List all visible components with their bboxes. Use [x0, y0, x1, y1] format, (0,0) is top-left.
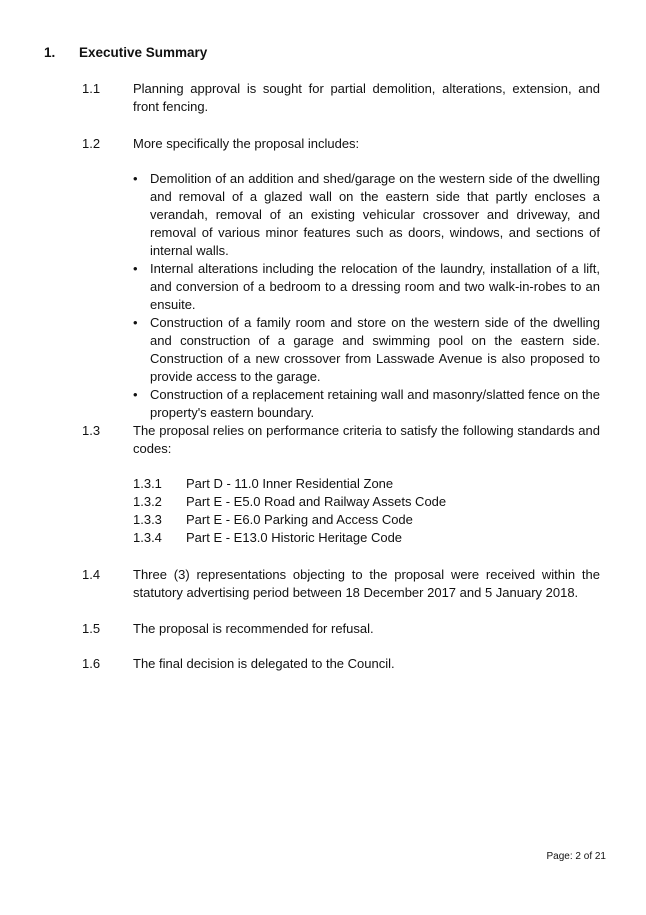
paragraph-number: 1.2 — [82, 136, 101, 151]
code-text: Part E - E6.0 Parking and Access Code — [186, 512, 413, 527]
code-text: Part E - E13.0 Historic Heritage Code — [186, 530, 403, 545]
code-number: 1.3.4 — [133, 530, 162, 545]
paragraph-text: The proposal is recommended for refusal. — [133, 621, 374, 636]
list-item — [133, 511, 446, 529]
paragraph-1-1 — [82, 80, 600, 116]
code-text: Part E - E5.0 Road and Railway Assets Code — [186, 494, 447, 509]
list-item — [133, 170, 600, 260]
page-number: Page: 2 of 21 — [546, 851, 606, 862]
paragraph-number: 1.4 — [82, 567, 101, 582]
code-text: Part D - 11.0 Inner Residential Zone — [186, 476, 394, 491]
paragraph-1-4 — [82, 566, 600, 602]
section-title: Executive Summary — [79, 45, 208, 60]
bullet-text: Construction of a replacement retaining wall and masonry/slatted fence on the property's eastern boundary. — [150, 387, 600, 420]
section-heading — [44, 44, 207, 62]
paragraph-text: The proposal relies on performance criteria to satisfy the following standards and codes: — [133, 423, 600, 456]
list-item — [133, 386, 600, 422]
paragraph-text: More specifically the proposal includes: — [133, 136, 360, 151]
paragraph-1-6 — [82, 655, 600, 673]
paragraph-text: Three (3) representations objecting to the proposal were received within the statutory advertising period between 18 December 2017 and 5 January 2018. — [133, 567, 600, 600]
paragraph-text: The final decision is delegated to the Council. — [133, 656, 395, 671]
list-item — [133, 314, 600, 386]
paragraph-1-5 — [82, 620, 600, 638]
section-number: 1. — [44, 45, 56, 60]
paragraph-number: 1.5 — [82, 621, 101, 636]
paragraph-1-2 — [82, 135, 600, 153]
paragraph-number: 1.6 — [82, 656, 101, 671]
paragraph-text: Planning approval is sought for partial demolition, alterations, extension, and front fencing. — [133, 81, 600, 114]
code-number: 1.3.2 — [133, 494, 162, 509]
bullet-marker: • — [133, 261, 138, 276]
list-item — [133, 475, 446, 493]
list-item — [133, 529, 446, 547]
bullet-marker: • — [133, 171, 138, 186]
bullet-text: Demolition of an addition and shed/garage on the western side of the dwelling and removal of a glazed wall on the eastern side that partly encloses a verandah, removal of an existing vehicular crossover and driveway, and removal of various minor features such as doors, windows, and sections of internal walls. — [150, 171, 600, 258]
list-item — [133, 493, 446, 511]
proposal-bullet-list — [133, 170, 600, 422]
codes-list — [133, 475, 446, 547]
bullet-text: Internal alterations including the relocation of the laundry, installation of a lift, and conversion of a bedroom to a dressing room and two walk-in-robes to an ensuite. — [150, 261, 600, 312]
paragraph-number: 1.3 — [82, 423, 101, 438]
code-number: 1.3.3 — [133, 512, 162, 527]
list-item — [133, 260, 600, 314]
paragraph-1-3 — [82, 422, 600, 458]
paragraph-number: 1.1 — [82, 81, 101, 96]
bullet-marker: • — [133, 387, 138, 402]
code-number: 1.3.1 — [133, 476, 162, 491]
bullet-marker: • — [133, 315, 138, 330]
bullet-text: Construction of a family room and store on the western side of the dwelling and construction of a garage and swimming pool on the eastern side. Construction of a new crossover from Lasswade Avenue is also proposed to provide access to the garage. — [150, 315, 600, 384]
